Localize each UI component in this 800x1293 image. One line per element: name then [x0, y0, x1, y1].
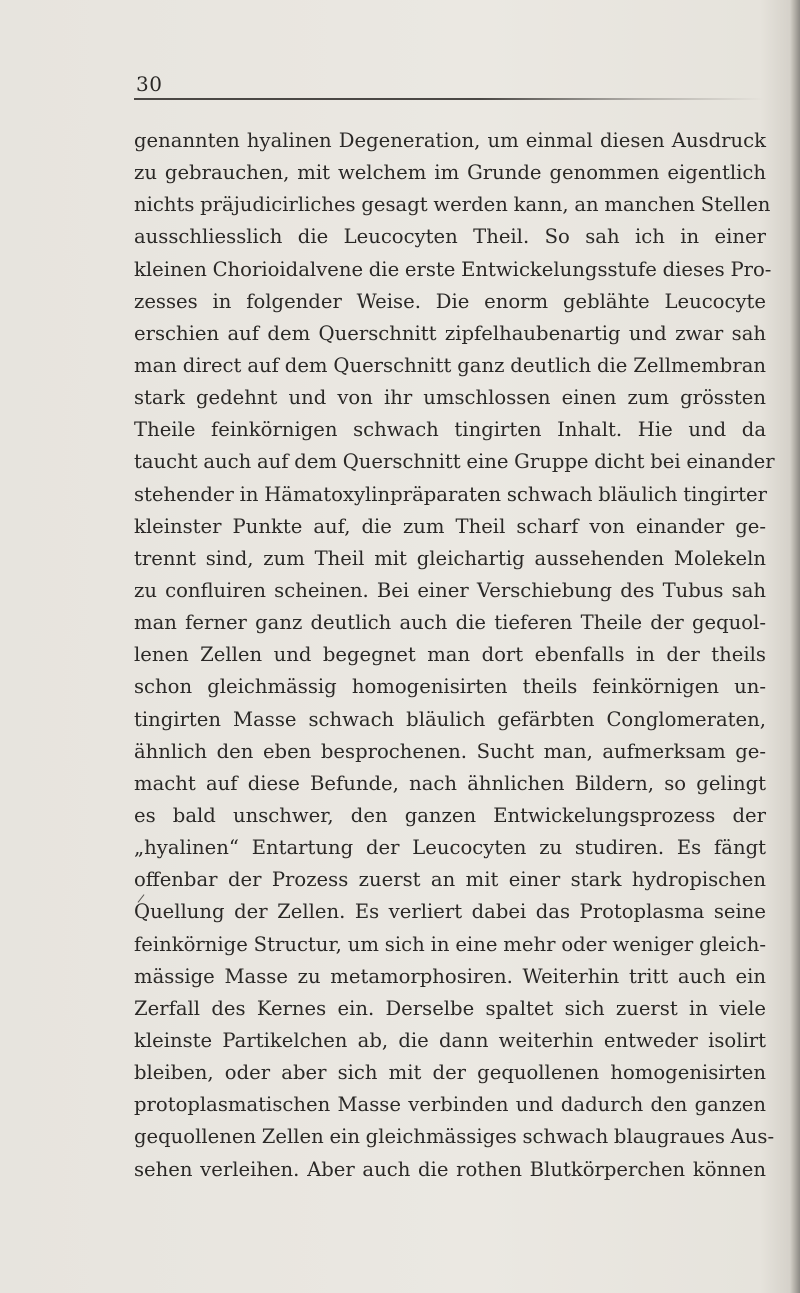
text-line: feinkörnige Structur, um sich in eine mehr oder weniger gleich-: [134, 932, 766, 956]
text-line: genannten hyalinen Degeneration, um einmal diesen Ausdruck: [134, 129, 766, 152]
text-line: macht auf diese Befunde, nach ähnlichen Bildern, so gelingt: [134, 771, 766, 795]
text-line: ausschliesslich die Leucocyten Theil. So sah ich in einer: [134, 225, 766, 249]
text-line: zesses in folgender Weise. Die enorm geblähte Leucocyte: [134, 289, 766, 313]
text-line: kleinste Partikelchen ab, die dann weiterhin entweder isolirt: [134, 1028, 766, 1052]
text-line: sehen verleihen. Aber auch die rothen Blutkörperchen können: [134, 1157, 766, 1181]
text-line: tingirten Masse schwach bläulich gefärbten Conglomeraten,: [134, 707, 766, 731]
binding-edge: [790, 0, 800, 1293]
text-line: bleiben, oder aber sich mit der gequollenen homogenisirten: [134, 1061, 766, 1085]
text-line: mässige Masse zu metamorphosiren. Weiterhin tritt auch ein: [134, 964, 766, 988]
text-line: offenbar der Prozess zuerst an mit einer stark hydropischen: [134, 868, 766, 892]
text-line: taucht auch auf dem Querschnitt eine Gruppe dicht bei einander: [134, 450, 775, 474]
text-line: schon gleichmässig homogenisirten theils feinkörnigen un-: [134, 675, 766, 699]
text-line: „hyalinen“ Entartung der Leucocyten zu studiren. Es fängt: [134, 836, 766, 860]
text-line: es bald unschwer, den ganzen Entwickelungsprozess der: [134, 803, 766, 827]
text-line: zu gebrauchen, mit welchem im Grunde genommen eigentlich: [134, 161, 766, 185]
text-line: kleinster Punkte auf, die zum Theil scharf von einander ge-: [134, 514, 766, 538]
text-line: zu confluiren scheinen. Bei einer Verschiebung des Tubus sah: [134, 578, 766, 602]
text-line: kleinen Chorioidalvene die erste Entwickelungsstufe dieses Pro-: [134, 257, 772, 281]
text-line: stark gedehnt und von ihr umschlossen einen zum grössten: [134, 386, 766, 410]
text-line: Quellung der Zellen. Es verliert dabei das Protoplasma seine: [134, 900, 766, 924]
page-number: 30: [136, 72, 163, 96]
text-line: stehender in Hämatoxylinpräparaten schwach bläulich tingirter: [134, 482, 768, 506]
text-line: man ferner ganz deutlich auch die tieferen Theile der gequol-: [134, 611, 766, 635]
text-line: Theile feinkörnigen schwach tingirten Inhalt. Hie und da: [134, 418, 766, 442]
text-line: erschien auf dem Querschnitt zipfelhaubenartig und zwar sah: [134, 321, 766, 345]
body-text: [134, 125, 775, 1186]
text-line: protoplasmatischen Masse verbinden und dadurch den ganzen: [134, 1093, 766, 1117]
text-line: man direct auf dem Querschnitt ganz deutlich die Zellmembran: [134, 353, 766, 377]
text-line: lenen Zellen und begegnet man dort ebenfalls in der theils: [134, 643, 766, 667]
text-line: trennt sind, zum Theil mit gleichartig aussehenden Molekeln: [134, 546, 766, 570]
text-line: gequollenen Zellen ein gleichmässiges schwach blaugraues Aus-: [134, 1125, 775, 1149]
header-rule: [134, 98, 764, 100]
text-line: nichts präjudicirliches gesagt werden kann, an manchen Stellen: [134, 193, 771, 217]
text-line: ähnlich den eben besprochenen. Sucht man, aufmerksam ge-: [134, 739, 766, 763]
text-line: Zerfall des Kernes ein. Derselbe spaltet sich zuerst in viele: [134, 996, 766, 1020]
